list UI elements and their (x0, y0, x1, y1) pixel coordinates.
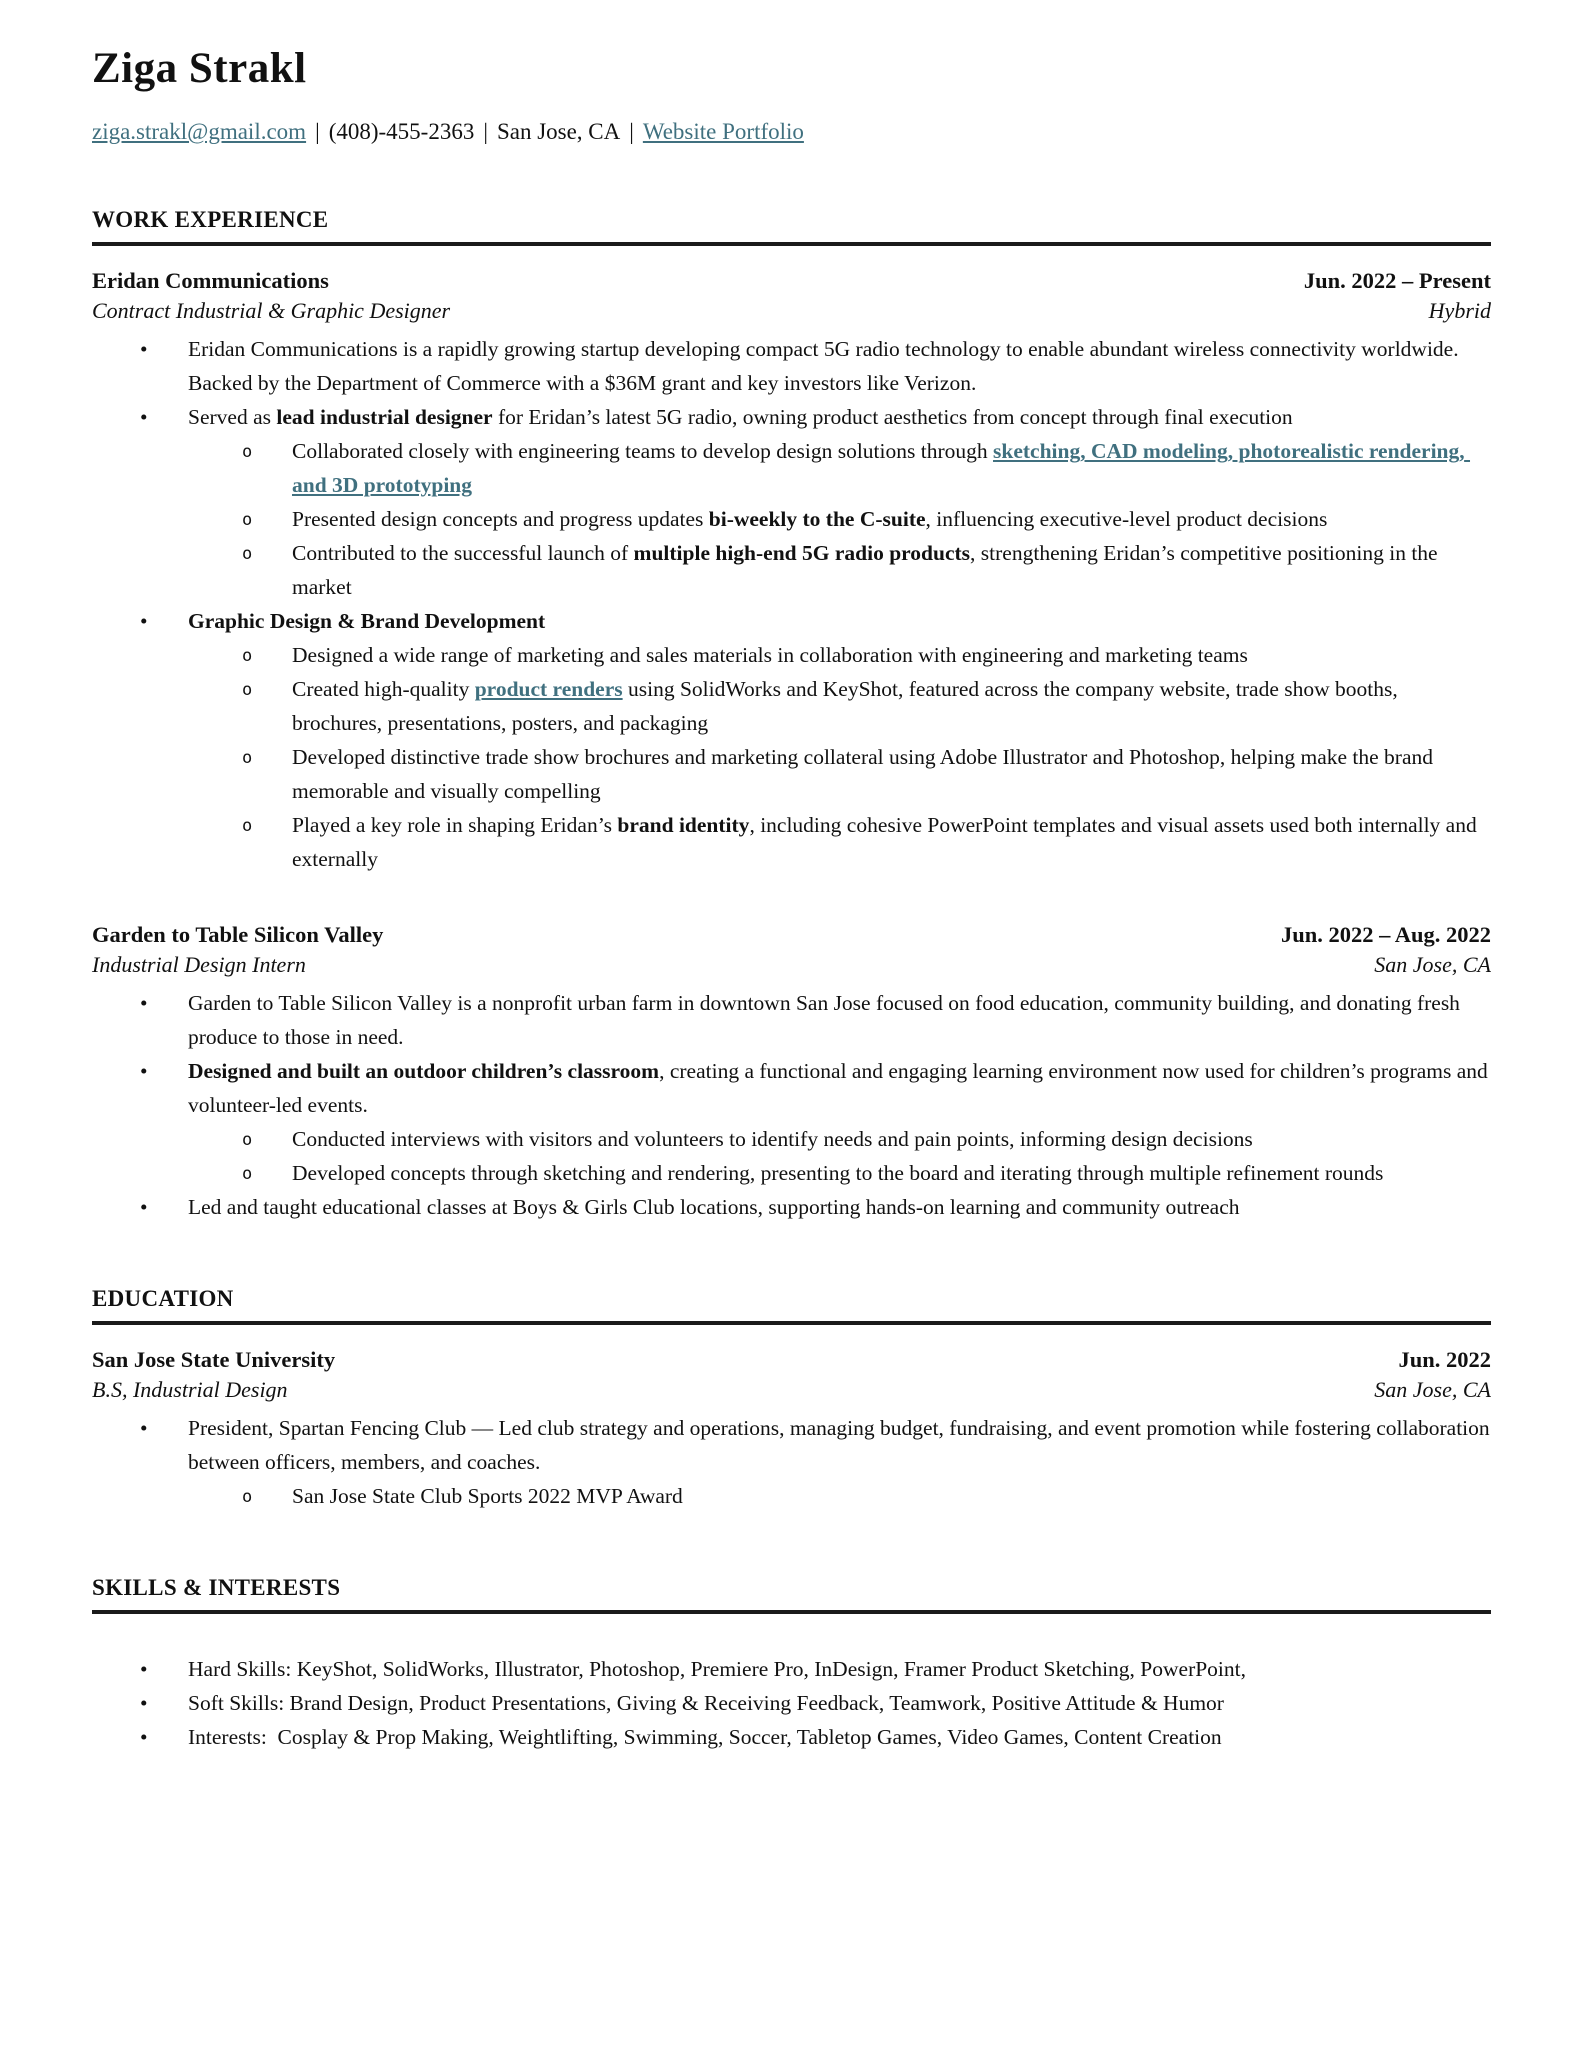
bullet-item (92, 986, 1491, 1054)
bullet-item (92, 1156, 1491, 1190)
text-run: Presented design concepts and progress updates (292, 507, 709, 531)
education-bullet-list (92, 1411, 1496, 1513)
text-run: President, Spartan Fencing Club — Led club strategy and operations, managing budget, fundraising, and event promotion while fostering collaboration between officers, members, and coaches. (188, 1416, 1496, 1474)
graduation-date: Jun. 2022 (1398, 1347, 1491, 1372)
bold-text-run: lead industrial designer (276, 405, 493, 429)
bullet-item (92, 808, 1491, 876)
portfolio-link[interactable]: Website Portfolio (642, 119, 804, 144)
sub-bullet-marker: o (242, 748, 253, 768)
bold-text-run: bi-weekly to the C-suite (708, 507, 926, 531)
section-divider (92, 1321, 1491, 1325)
bullet-marker: • (140, 609, 148, 633)
bullet-text (188, 1691, 1224, 1715)
bullet-item (92, 400, 1491, 434)
bullet-marker: • (140, 1195, 148, 1219)
bullet-text (292, 541, 1443, 599)
bullet-text (188, 1059, 1493, 1117)
bullet-text (188, 1416, 1495, 1474)
bullet-item (92, 332, 1491, 400)
text-run: Developed distinctive trade show brochures and marketing collateral using Adobe Illustrator and Photoshop, helping make the brand memorable and visually compelling (292, 745, 1439, 803)
company-name: Garden to Table Silicon Valley (92, 922, 384, 947)
text-run: , influencing executive-level product decisions (925, 507, 1328, 531)
sub-bullet-marker: o (242, 510, 253, 530)
job-entry-eridan (92, 268, 1491, 876)
bullet-text (292, 677, 1403, 735)
section-title-work: WORK EXPERIENCE (92, 207, 329, 232)
bullet-item (92, 1479, 1491, 1513)
text-run: Collaborated closely with engineering teams to develop design solutions through (292, 439, 994, 463)
text-run: Contributed to the successful launch of (292, 541, 634, 565)
bullet-text (188, 405, 1293, 429)
job-location: San Jose, CA (1374, 952, 1491, 977)
bullet-text (292, 643, 1248, 667)
bullet-item (92, 604, 1491, 638)
bullet-text (292, 507, 1327, 531)
contact-separator: | (483, 119, 488, 144)
work-experience-section (92, 207, 1494, 1224)
bullet-text (188, 1657, 1246, 1681)
bullet-item (92, 1720, 1491, 1754)
bullet-marker: • (140, 337, 148, 361)
bullet-item (92, 740, 1491, 808)
bullet-text (292, 1127, 1253, 1151)
bullet-marker: • (140, 991, 148, 1015)
bullet-text (292, 813, 1482, 871)
text-run: using SolidWorks and KeyShot, featured across the company website, trade show booths, brochures, presentations, posters, and packaging (292, 677, 1404, 735)
bullet-item (92, 1190, 1491, 1224)
inline-link[interactable]: sketching, CAD modeling, photorealistic rendering, and 3D prototyping (292, 439, 1471, 497)
text-run: Soft Skills: Brand Design, Product Presentations, Giving & Receiving Feedback, Teamwork, Positive Attitude & Humor (188, 1691, 1224, 1715)
skills-interests-section (92, 1575, 1491, 1754)
bullet-text (188, 991, 1465, 1049)
sub-bullet-marker: o (242, 816, 253, 836)
job-entry-garden-to-table (92, 922, 1494, 1224)
bold-text-run: brand identity (617, 813, 750, 837)
section-title-education: EDUCATION (92, 1286, 234, 1311)
bullet-text (188, 609, 545, 633)
bullet-item (92, 1054, 1494, 1122)
bold-text-run: Designed and built an outdoor children’s classroom (188, 1059, 660, 1083)
sub-bullet-marker: o (242, 442, 253, 462)
text-run: , including cohesive PowerPoint templates and visual assets used both internally and externally (292, 813, 1483, 871)
bold-text-run: multiple high-end 5G radio products (633, 541, 971, 565)
job-dates: Jun. 2022 – Aug. 2022 (1280, 922, 1491, 947)
bullet-item (92, 672, 1491, 740)
bullet-text (188, 337, 1464, 395)
sub-bullet-marker: o (242, 680, 253, 700)
degree: B.S, Industrial Design (92, 1377, 288, 1402)
text-run: Played a key role in shaping Eridan’s (292, 813, 618, 837)
inline-link[interactable]: product renders (474, 677, 623, 701)
bullet-text (188, 1725, 1222, 1749)
job-location: Hybrid (1428, 298, 1491, 323)
bullet-text (292, 1484, 683, 1508)
education-section (92, 1286, 1496, 1513)
bullet-item (92, 1122, 1491, 1156)
email-link[interactable]: ziga.strakl@gmail.com (92, 119, 307, 144)
bullet-text (292, 1161, 1383, 1185)
job-dates: Jun. 2022 – Present (1303, 268, 1491, 293)
person-name: Ziga Strakl (92, 45, 307, 92)
sub-bullet-marker: o (242, 544, 253, 564)
bold-text-run: Graphic Design & Brand Development (188, 609, 546, 633)
text-run: Conducted interviews with visitors and volunteers to identify needs and pain points, informing design decisions (292, 1127, 1253, 1151)
bullet-marker: • (140, 1416, 148, 1440)
text-run: , creating a functional and engaging learning environment now used for children’s programs and volunteer-led events. (188, 1059, 1494, 1117)
bullet-marker: • (140, 1657, 148, 1681)
section-divider (92, 1610, 1491, 1614)
phone-number: (408)-455-2363 (328, 119, 475, 144)
contact-line (92, 119, 1491, 145)
bullet-item (92, 1652, 1491, 1686)
sub-bullet-marker: o (242, 1130, 253, 1150)
school-location: San Jose, CA (1374, 1377, 1491, 1402)
skills-bullet-list (92, 1652, 1491, 1754)
bullet-item (92, 434, 1491, 502)
school-name: San Jose State University (92, 1347, 336, 1372)
bullet-marker: • (140, 405, 148, 429)
job-bullet-list (92, 332, 1491, 876)
sub-bullet-marker: o (242, 1487, 253, 1507)
text-run: Developed concepts through sketching and rendering, presenting to the board and iterating through multiple refinement rounds (292, 1161, 1384, 1185)
bullet-item (92, 1686, 1491, 1720)
text-run: Garden to Table Silicon Valley is a nonprofit urban farm in downtown San Jose focused on food education, community building, and donating fresh produce to those in need. (188, 991, 1466, 1049)
text-run: for Eridan’s latest 5G radio, owning product aesthetics from concept through final execution (492, 405, 1293, 429)
sub-bullet-marker: o (242, 646, 253, 666)
section-title-skills: SKILLS & INTERESTS (92, 1575, 341, 1600)
section-divider (92, 242, 1491, 246)
bullet-text (292, 745, 1438, 803)
text-run: Hard Skills: KeyShot, SolidWorks, Illustrator, Photoshop, Premiere Pro, InDesign, Framer Product Sketching, PowerPoint, (188, 1657, 1247, 1681)
text-run: Created high-quality (292, 677, 475, 701)
job-title: Contract Industrial & Graphic Designer (92, 298, 451, 323)
bullet-item (92, 536, 1491, 604)
bullet-marker: • (140, 1725, 148, 1749)
bullet-marker: • (140, 1059, 148, 1083)
job-bullet-list (92, 986, 1494, 1224)
text-run: Led and taught educational classes at Boys & Girls Club locations, supporting hands-on learning and community outreach (188, 1195, 1240, 1219)
bullet-text (292, 439, 1470, 497)
bullet-text (188, 1195, 1239, 1219)
company-name: Eridan Communications (92, 268, 329, 293)
bullet-item (92, 502, 1491, 536)
text-run: Served as (188, 405, 277, 429)
text-run: Designed a wide range of marketing and sales materials in collaboration with engineering and marketing teams (292, 643, 1248, 667)
sub-bullet-marker: o (242, 1164, 253, 1184)
text-run: San Jose State Club Sports 2022 MVP Award (292, 1484, 683, 1508)
bullet-item (92, 1411, 1496, 1479)
contact-location: San Jose, CA (496, 119, 621, 144)
text-run: Eridan Communications is a rapidly growing startup developing compact 5G radio technology to enable abundant wireless connectivity worldwide. Backed by the Department of Commerce with a $36M grant and key investors like Verizon. (188, 337, 1464, 395)
education-entry-sjsu (92, 1347, 1496, 1513)
text-run: Interests: Cosplay & Prop Making, Weightlifting, Swimming, Soccer, Tabletop Games, Video Games, Content Creation (188, 1725, 1222, 1749)
text-run: , strengthening Eridan’s competitive positioning in the market (292, 541, 1443, 599)
contact-separator: | (315, 119, 320, 144)
job-title: Industrial Design Intern (92, 952, 306, 977)
contact-separator: | (629, 119, 634, 144)
bullet-marker: • (140, 1691, 148, 1715)
bullet-item (92, 638, 1491, 672)
